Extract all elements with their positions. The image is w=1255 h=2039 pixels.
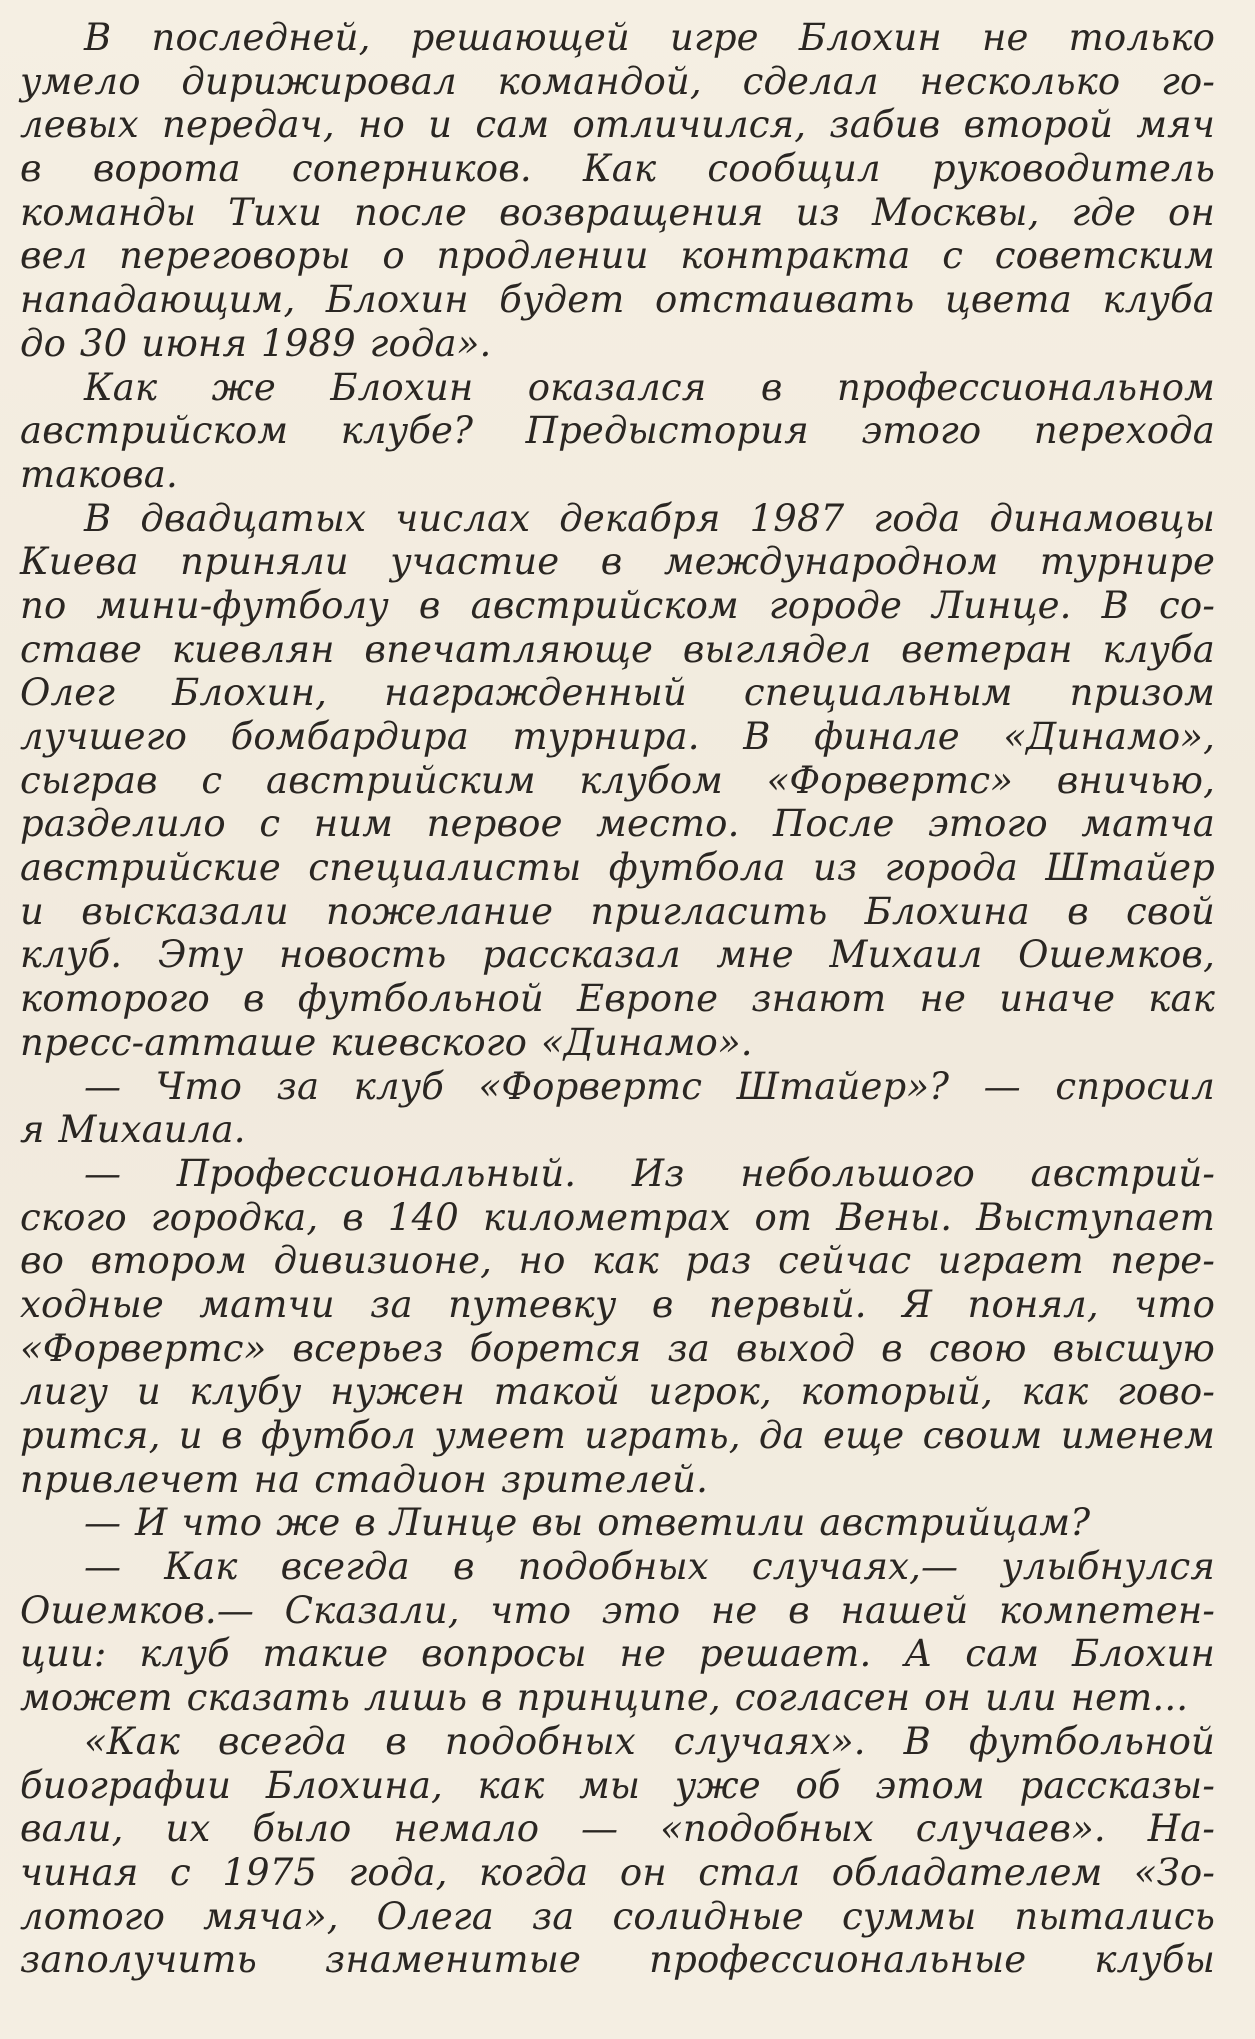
text-line: — Профессиональный. Из небольшого австрий- bbox=[84, 1151, 1215, 1195]
text-line: может сказать лишь в принципе, согласен он или нет... bbox=[20, 1676, 1189, 1720]
text-line: которого в футбольной Европе знают не иначе как bbox=[20, 977, 1215, 1021]
text-line: Ошемков.— Сказали, что это не в нашей компетен- bbox=[20, 1588, 1215, 1632]
text-line: я Михаила. bbox=[20, 1108, 246, 1152]
text-line: пресс-атташе киевского «Динамо». bbox=[20, 1020, 753, 1064]
text-line: австрийские специалисты футбола из города Штайер bbox=[20, 846, 1215, 890]
text-line: — И что же в Линце вы ответили австрийцам? bbox=[84, 1501, 1091, 1545]
text-line: клуб. Эту новость рассказал мне Михаил Ошемков, bbox=[20, 933, 1215, 977]
text-line: нападающим, Блохин будет отстаивать цвета клуба bbox=[20, 278, 1215, 322]
text-line: ции: клуб такие вопросы не решает. А сам Блохин bbox=[20, 1632, 1215, 1676]
text-line: — Что за клуб «Форвертс Штайер»? — спросил bbox=[84, 1064, 1215, 1108]
text-line: левых передач, но и сам отличился, забив второй мяч bbox=[20, 103, 1215, 147]
text-line: лотого мяча», Олега за солидные суммы пытались bbox=[20, 1894, 1215, 1938]
text-line: рится, и в футбол умеет играть, да еще своим именем bbox=[20, 1414, 1215, 1457]
text-line: сыграв с австрийским клубом «Форвертс» вничью, bbox=[20, 758, 1215, 802]
text-line: «Как всегда в подобных случаях». В футбольной bbox=[84, 1719, 1215, 1763]
text-line: лигу и клубу нужен такой игрок, который, как гово- bbox=[20, 1370, 1215, 1414]
text-line: умело дирижировал командой, сделал несколько го- bbox=[20, 59, 1215, 103]
text-line: В последней, решающей игре Блохин не только bbox=[84, 16, 1215, 59]
text-line: австрийском клубе? Предыстория этого перехода bbox=[20, 409, 1215, 453]
text-line: во втором дивизионе, но как раз сейчас играет пере- bbox=[20, 1239, 1215, 1283]
text-line: в ворота соперников. Как сообщил руководитель bbox=[20, 147, 1215, 191]
text-line: «Форвертс» всерьез борется за выход в свою высшую bbox=[20, 1326, 1215, 1370]
text-line: В двадцатых числах декабря 1987 года динамовцы bbox=[84, 496, 1215, 540]
text-line: Олег Блохин, награжденный специальным призом bbox=[20, 671, 1215, 715]
text-line: лучшего бомбардира турнира. В финале «Динамо», bbox=[20, 715, 1215, 758]
text-line: Как же Блохин оказался в профессиональном bbox=[84, 365, 1215, 409]
text-line: ставе киевлян впечатляюще выглядел ветеран клуба bbox=[20, 627, 1215, 671]
text-line: биографии Блохина, как мы уже об этом рассказы- bbox=[20, 1763, 1215, 1807]
text-line: до 30 июня 1989 года». bbox=[20, 321, 492, 365]
text-line: такова. bbox=[20, 452, 178, 496]
text-line: — Как всегда в подобных случаях,— улыбнулся bbox=[84, 1545, 1215, 1589]
text-line: вел переговоры о продлении контракта с советским bbox=[20, 234, 1215, 278]
text-line: Киева приняли участие в международном турнире bbox=[20, 540, 1215, 584]
text-line: команды Тихи после возвращения из Москвы, где он bbox=[20, 190, 1215, 234]
text-line: чиная с 1975 года, когда он стал обладателем «Зо- bbox=[20, 1850, 1215, 1894]
text-line: по мини-футболу в австрийском городе Линце. В со- bbox=[20, 583, 1215, 627]
body-text bbox=[20, 16, 1215, 1982]
text-line: ского городка, в 140 километрах от Вены. Выступает bbox=[20, 1195, 1215, 1239]
text-line: заполучить знаменитые профессиональные клубы bbox=[20, 1938, 1215, 1982]
text-line: разделило с ним первое место. После этого матча bbox=[20, 802, 1215, 846]
text-line: привлечет на стадион зрителей. bbox=[20, 1457, 709, 1501]
text-line: и высказали пожелание пригласить Блохина в свой bbox=[20, 889, 1215, 933]
text-line: ходные матчи за путевку в первый. Я понял, что bbox=[20, 1282, 1215, 1326]
text-line: вали, их было немало — «подобных случаев». На- bbox=[20, 1807, 1215, 1851]
